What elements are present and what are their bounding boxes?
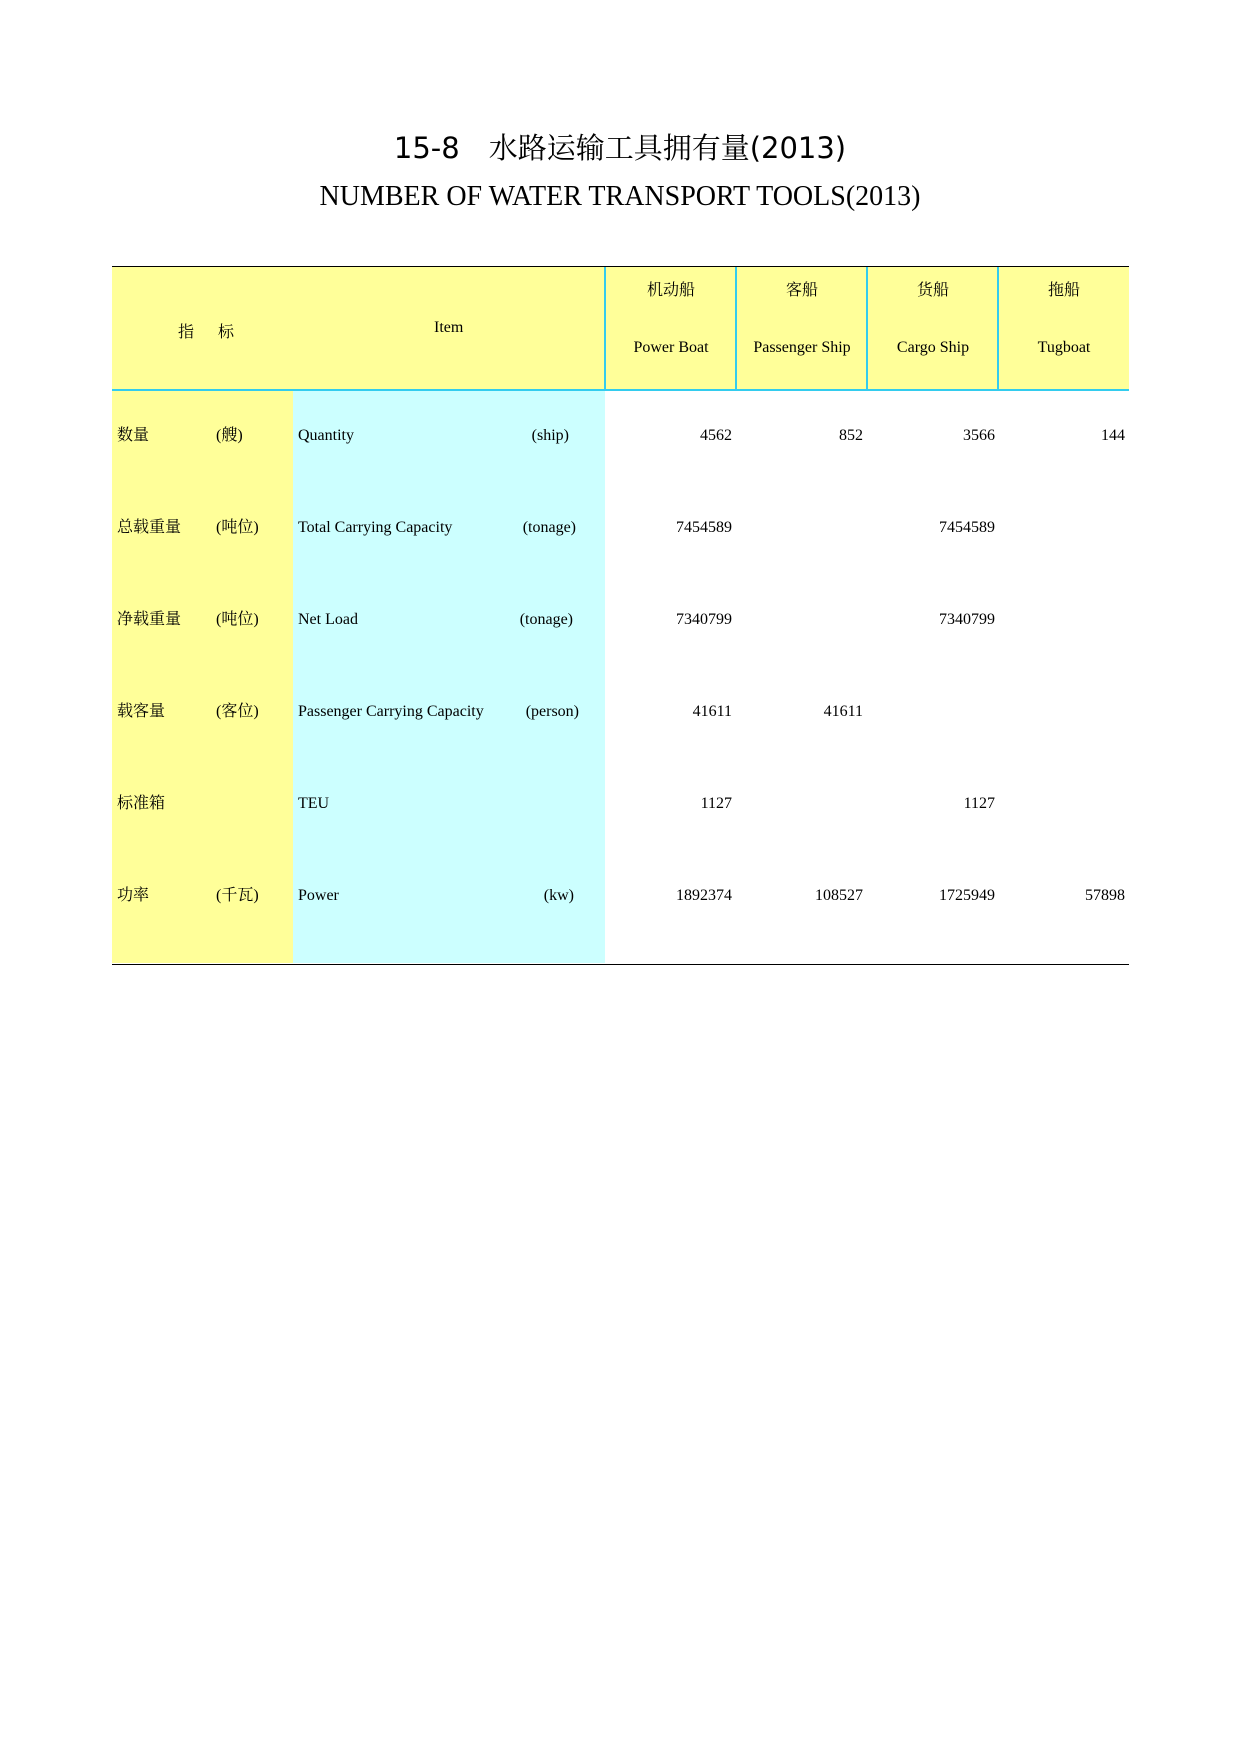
- row-unit-en: (tonage): [519, 611, 573, 628]
- cell-power-boat: 1127: [700, 795, 732, 812]
- table-row: [112, 482, 1129, 574]
- page-title-cn: 15-8 水路运输工具拥有量(2013): [393, 131, 847, 165]
- table-row: [112, 390, 1129, 482]
- row-unit-cn: (艘): [216, 427, 243, 444]
- cell-power-boat: 4562: [700, 427, 732, 444]
- cell-power-boat: 7454589: [676, 519, 732, 536]
- row-label-cn: 标准箱: [117, 795, 166, 812]
- cell-cargo-ship: 1725949: [939, 887, 995, 904]
- row-label-en: Net Load: [298, 611, 358, 628]
- row-label-en: TEU: [298, 795, 330, 812]
- row-unit-en: (tonage): [522, 519, 576, 536]
- cell-cargo-ship: 3566: [963, 427, 995, 444]
- cell-power-boat: 1892374: [676, 887, 732, 904]
- row-label-cn: 总载重量: [117, 519, 182, 536]
- table-header: [112, 267, 1129, 391]
- data-table: [112, 266, 1129, 965]
- header-item-en: Item: [434, 319, 464, 336]
- row-label-cn: 净载重量: [117, 611, 182, 628]
- row-unit-cn: (千瓦): [216, 887, 259, 904]
- cell-passenger-ship: 108527: [815, 887, 863, 904]
- row-unit-cn: (客位): [216, 703, 259, 720]
- header-col-cn: 机动船: [646, 282, 695, 299]
- header-col-en: Passenger Ship: [753, 339, 851, 356]
- row-label-cn: 数量: [117, 427, 150, 444]
- row-label-cn: 载客量: [117, 703, 166, 720]
- header-col-tugboat: [999, 267, 1129, 389]
- header-col-en: Power Boat: [633, 339, 709, 356]
- row-unit-en: (person): [525, 703, 579, 720]
- cell-passenger-ship: 852: [839, 427, 863, 444]
- row-label-en: Total Carrying Capacity: [298, 519, 453, 536]
- table-row: [112, 666, 1129, 758]
- cell-tugboat: 144: [1101, 427, 1125, 444]
- cell-tugboat: 57898: [1085, 887, 1125, 904]
- row-label-en: Quantity: [298, 427, 354, 444]
- row-label-cn: 功率: [117, 887, 150, 904]
- cell-power-boat: 41611: [692, 703, 732, 720]
- header-col-cargo-ship: [868, 267, 998, 389]
- header-col-cn: 拖船: [1047, 282, 1080, 299]
- header-col-cn: 客船: [785, 282, 818, 299]
- header-col-power-boat: [606, 267, 736, 389]
- row-unit-cn: (吨位): [216, 611, 259, 628]
- row-unit-en: (kw): [543, 887, 574, 904]
- header-col-passenger-ship: [737, 267, 867, 389]
- table-row: [112, 758, 1129, 850]
- table-row: [112, 574, 1129, 666]
- header-col-en: Cargo Ship: [896, 339, 970, 356]
- cell-cargo-ship: 7454589: [939, 519, 995, 536]
- header-col-cn: 货船: [916, 282, 949, 299]
- page-title-en: NUMBER OF WATER TRANSPORT TOOLS(2013): [319, 181, 921, 212]
- header-col-en: Tugboat: [1037, 339, 1091, 356]
- cell-passenger-ship: 41611: [823, 703, 863, 720]
- cell-cargo-ship: 7340799: [939, 611, 995, 628]
- cell-power-boat: 7340799: [676, 611, 732, 628]
- cell-cargo-ship: 1127: [963, 795, 995, 812]
- row-unit-en: (ship): [531, 427, 569, 444]
- header-indicator-cn: 指 标: [178, 324, 245, 341]
- table-row: [112, 850, 1129, 942]
- row-label-en: Passenger Carrying Capacity: [298, 703, 484, 720]
- row-label-en: Power: [298, 887, 339, 904]
- row-unit-cn: (吨位): [216, 519, 259, 536]
